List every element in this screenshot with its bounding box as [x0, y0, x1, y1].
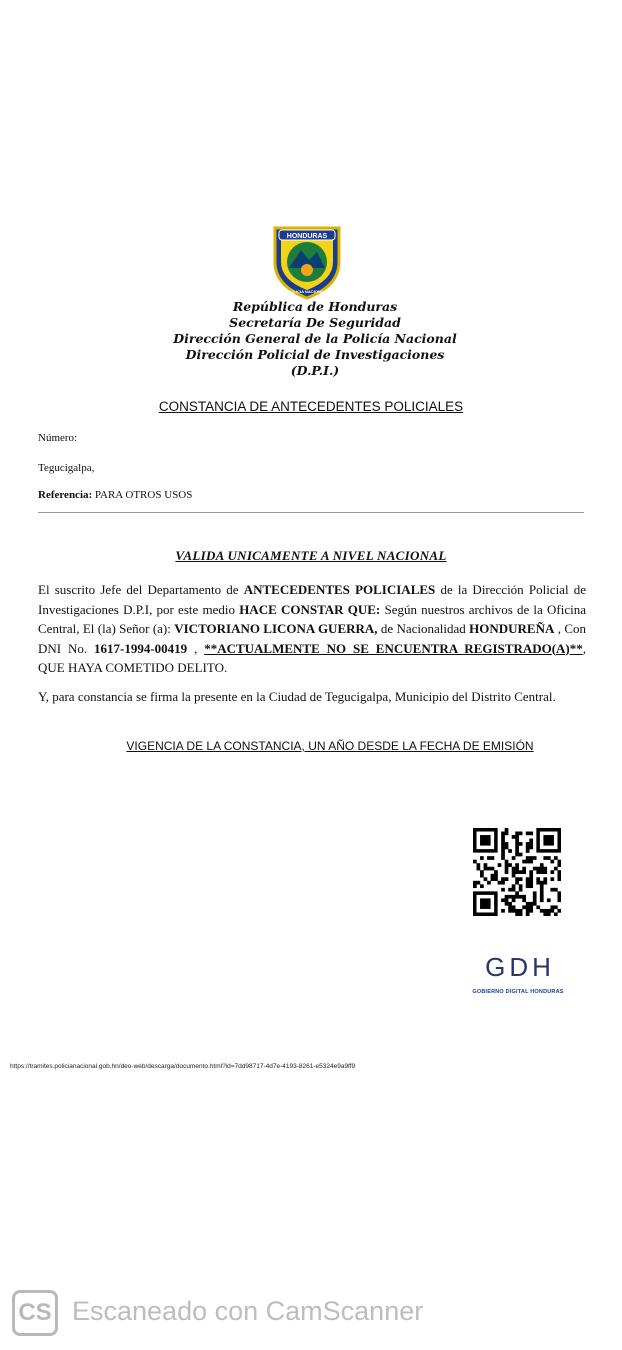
header-line-1: República de Honduras: [232, 299, 398, 314]
numero-label: Número:: [38, 432, 78, 444]
camscanner-watermark: Escaneado con CamScanner: [72, 1296, 424, 1326]
qr-code[interactable]: [473, 828, 561, 916]
document-url[interactable]: https://tramites.policianacional.gob.hn/deo-web/descarga/documento.html?id=7dd98717-4d7e-4193-8261-e5324e9a9ff9: [10, 1063, 356, 1070]
record-status: **ACTUALMENTE NO SE ENCUENTRA REGISTRADO(A)**: [204, 640, 583, 656]
referencia-value: PARA OTROS USOS: [94, 489, 193, 501]
emblem-ring-text: POLICIA NACIONAL: [287, 289, 327, 294]
nationality: HONDUREÑA: [469, 621, 555, 636]
referencia-label: Referencia:: [38, 489, 93, 501]
gdh-subtitle: GOBIERNO DIGITAL HONDURAS: [472, 989, 564, 995]
police-emblem-logo: [271, 224, 343, 300]
signature-paragraph: Y, para constancia se firma la presente en la Ciudad de Tegucigalpa, Municipio del Distrito Central.: [38, 689, 556, 704]
referencia-line: [38, 489, 192, 501]
gdh-logo: GDH: [485, 952, 555, 982]
camscanner-logo-icon: CS: [12, 1290, 58, 1336]
header-line-5: (D.P.I.): [290, 363, 340, 378]
certification-paragraph: El suscrito Jefe del Departamento de ANTECEDENTES POLICIALES de la Dirección Policial de Investigaciones D.P.I, por este medio HACE CONSTAR QUE: Según nuestros archivos de la Oficina Central, El (la) Señor (a): VICTORIANO LICONA GUERRA, de Nacionalidad HONDUREÑA , Con DNI No. 1617-1994-00419 , **ACTUALMENTE NO SE ENCUENTRA REGISTRADO(A)**, QUE HAYA COMETIDO DELITO.: [38, 582, 587, 675]
person-name: VICTORIANO LICONA GUERRA,: [174, 621, 378, 636]
validity-period: VIGENCIA DE LA CONSTANCIA, UN AÑO DESDE LA FECHA DE EMISIÓN: [126, 739, 534, 753]
dni-number: 1617-1994-00419: [94, 640, 188, 656]
document-title: CONSTANCIA DE ANTECEDENTES POLICIALES: [158, 399, 464, 414]
divider: [38, 512, 584, 513]
header-line-2: Secretaría De Seguridad: [229, 315, 401, 330]
header-line-3: Dirección General de la Policía Nacional: [173, 331, 457, 346]
emblem-banner-text: HONDURAS: [286, 233, 328, 240]
city-line: Tegucigalpa,: [38, 462, 95, 474]
validity-scope: VALIDA UNICAMENTE A NIVEL NACIONAL: [175, 548, 447, 563]
header-line-4: Dirección Policial de Investigaciones: [185, 347, 445, 362]
